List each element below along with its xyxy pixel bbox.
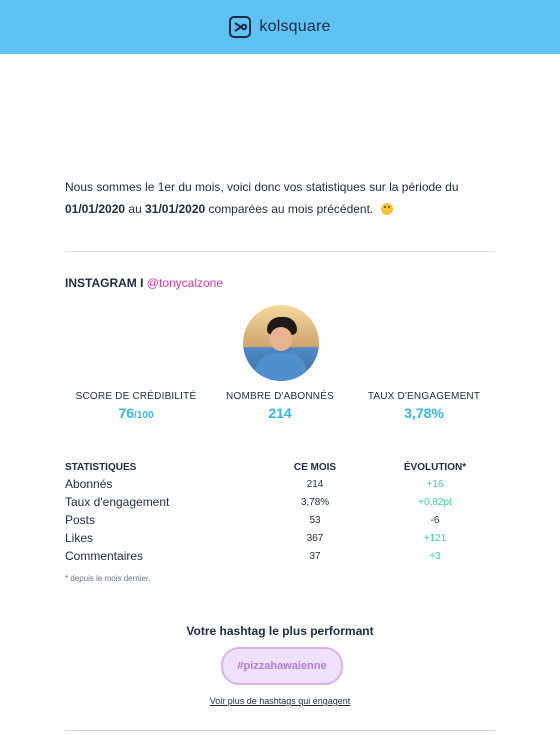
more-hashtags-link[interactable]: Voir plus de hashtags qui engagent [209, 696, 351, 706]
footnote: * depuis le mois dernier. [65, 574, 151, 583]
stat-name: Abonnés [65, 477, 113, 491]
metric-label: TAUX D'ENGAGEMENT [367, 391, 481, 402]
metric-label: SCORE DE CRÉDIBILITÉ [75, 391, 197, 402]
avatar [243, 305, 319, 381]
table-row [65, 493, 495, 511]
header-bar [0, 0, 560, 54]
smile-emoji-icon [381, 203, 393, 215]
stats-header-statistics: STATISTIQUES [65, 462, 137, 473]
metric-value: 214 [268, 405, 292, 421]
metric-value-suffix: /100 [134, 410, 154, 421]
stat-evolution: +3 [429, 550, 441, 562]
metric-value: 3,78% [404, 405, 444, 421]
metric-followers [210, 391, 350, 421]
intro-line2-end: comparées au mois précédent. [208, 202, 374, 216]
stat-evolution: +16 [426, 478, 444, 490]
stat-value: 37 [309, 550, 321, 562]
intro-text [65, 176, 495, 220]
stat-evolution: +0,82pt [418, 496, 452, 508]
avatar-shirt [255, 353, 307, 381]
brand-name: kolsquare [259, 18, 331, 35]
stats-header-row [65, 460, 495, 475]
stat-evolution: +121 [423, 532, 447, 544]
kolsquare-logo[interactable] [229, 16, 330, 38]
stat-value: 3,78% [300, 496, 330, 508]
stat-value: 367 [306, 532, 324, 544]
divider-bottom [65, 730, 495, 731]
intro-end-date: 31/01/2020 [145, 202, 206, 216]
metric-value [66, 405, 206, 421]
instagram-section-title [65, 276, 223, 290]
divider-top [65, 251, 495, 252]
stat-name: Commentaires [65, 549, 144, 563]
instagram-handle-link[interactable]: @tonycalzone [146, 276, 224, 290]
stat-value: 214 [306, 478, 324, 490]
avatar-face [270, 327, 292, 351]
stats-header-evolution: ÉVOLUTION* [403, 462, 467, 473]
stat-name: Posts [65, 513, 96, 527]
stat-name: Taux d'engagement [65, 495, 170, 509]
intro-joiner: au [128, 202, 142, 216]
stats-header-this-month: CE MOIS [293, 462, 337, 473]
hashtag-pill[interactable]: #pizzahawaienne [221, 647, 343, 685]
table-row [65, 511, 495, 529]
table-row [65, 475, 495, 493]
metric-value-number: 76 [118, 405, 135, 421]
metric-engagement [354, 391, 494, 421]
table-row [65, 547, 495, 565]
network-name: INSTAGRAM I [65, 276, 144, 290]
intro-start-date: 01/01/2020 [65, 202, 126, 216]
stats-table [65, 460, 495, 565]
metric-label: NOMBRE D'ABONNÉS [226, 391, 334, 402]
metric-credibility [66, 391, 206, 421]
stat-value: 53 [309, 514, 321, 526]
stat-evolution: -6 [430, 514, 440, 526]
intro-line1: Nous sommes le 1er du mois, voici donc vos statistiques sur la période du [65, 180, 459, 194]
hashtag-section-title: Votre hashtag le plus performant [186, 624, 374, 638]
table-row [65, 529, 495, 547]
stat-name: Likes [65, 531, 94, 545]
kolsquare-logo-icon [229, 16, 251, 38]
